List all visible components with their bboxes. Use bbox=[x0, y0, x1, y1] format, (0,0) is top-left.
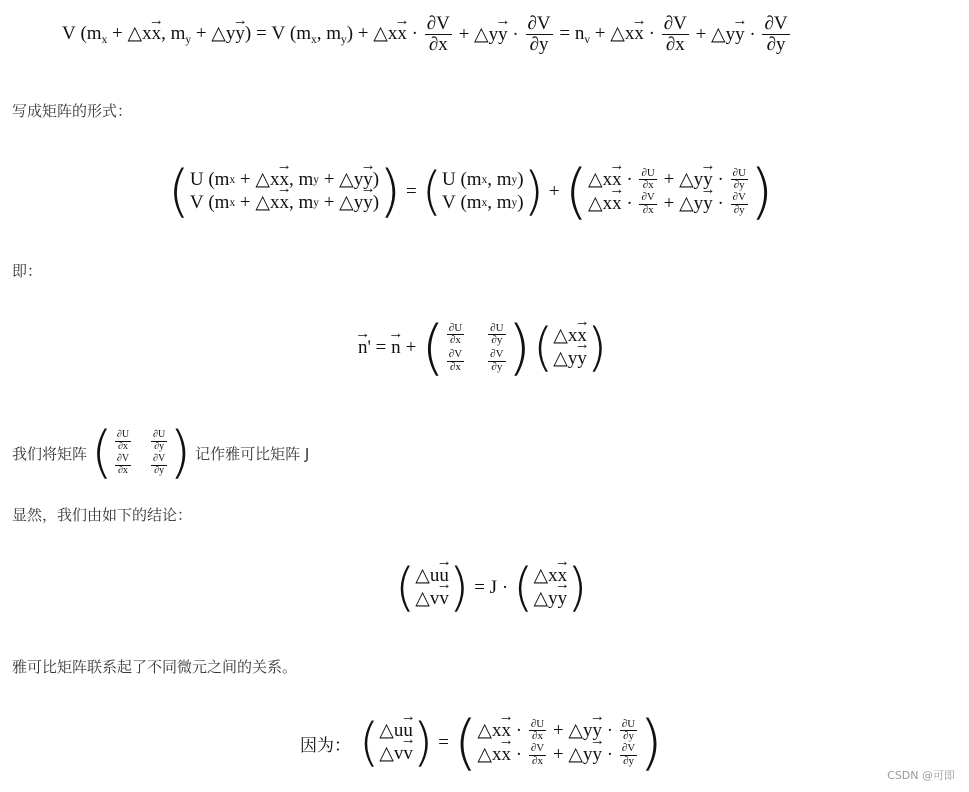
equation-because: 因为： ( △u → u △v → v ) = ( △x → x · $\frac{\partial U}{\partial x}$ + △y → y · $\frac{\partial U}{\partial y}$ △x → x · $\frac{\partial V}{\partial x}$ + △y → y · $\frac{\partial V}{\partial y}$ ) bbox=[300, 713, 663, 773]
paragraph-conclusion: 显然，我们由如下的结论： bbox=[12, 506, 193, 524]
equation-jacobian-relation: ( △u → u △v → v ) = J · ( △x → x △y → y ) bbox=[395, 562, 587, 614]
equation-n-prime: → n' = → n + ( $\frac{\partial U}{\partial x}$ $\frac{\partial U}{\partial y}$ $\frac{\partial V}{\partial x}$ $\frac{\partial V}{\partial y}$ ) ( △x → x △y → y ) bbox=[358, 318, 607, 378]
because-label: 因为： bbox=[300, 735, 351, 756]
paragraph-namely: 即： bbox=[12, 262, 43, 280]
paragraph-matrix-form: 写成矩阵的形式： bbox=[12, 102, 133, 120]
paragraph-jacobian: 我们将矩阵 ( $\frac{\partial U}{\partial x}$ $\frac{\partial U}{\partial y}$ $\frac{\partial V}{\partial x}$ $\frac{\partial V}{\partial y}$ ) 记作雅可比矩阵 J bbox=[12, 420, 310, 485]
equation-matrix-form: ( U (m x + △x → x , m y + △y → y ) V (m x + △x → x , m y + △y → y ) ) = ( U (m x , m y ) V (m x , m y ) ) + ( △x → x · $\frac{\partial U}{\partial x}$ + △y → y · $\frac{\partial U}{\partial y}$ △x → x · $\frac{\partial V}{\partial x}$ + △y → y · $\frac{\partial V}{\partial y}$ ) bbox=[168, 162, 773, 222]
csdn-watermark: CSDN @可即 bbox=[887, 769, 955, 782]
paragraph-relation: 雅可比矩阵联系起了不同微元之间的关系。 bbox=[12, 658, 298, 676]
jacobian-suffix: 记作雅可比矩阵 J bbox=[195, 444, 310, 463]
jacobian-prefix: 我们将矩阵 bbox=[12, 444, 88, 463]
equation-taylor-v: V ($m_x$ + △x→ x, $m_y$ + △y→ y) = V ($m_x$, $m_y$) + △x→ x · $\frac{\partial V}{\partial x}$ + △y→ y · $\frac{\partial V}{\partial y}$ = $n_v$ + △x→ x · $\frac{\partial V}{\partial x}$ + △y→ y · $\frac{\partial V}{\partial y}$ bbox=[62, 14, 792, 55]
